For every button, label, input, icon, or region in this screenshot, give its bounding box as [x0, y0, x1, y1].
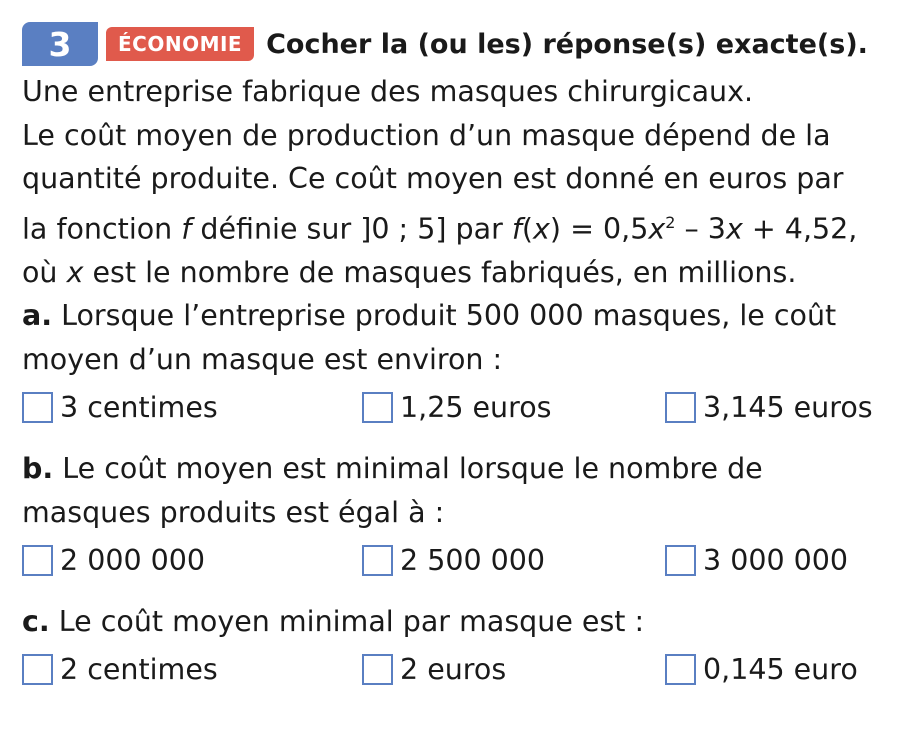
formula-text: ) = 0,5 [549, 212, 649, 245]
intro-line-2: Le coût moyen de production d’un masque dépend de la [22, 118, 831, 152]
exercise-header [22, 20, 892, 68]
choice-label: 2 000 000 [60, 543, 206, 577]
exercise [22, 20, 892, 696]
choice-label: 3 centimes [60, 390, 218, 424]
intro-line-5 [22, 251, 892, 295]
choice-label: 3,145 euros [703, 390, 873, 424]
question-a-line-1 [22, 294, 892, 338]
intro-line-1: Une entreprise fabrique des masques chirurgicaux. [22, 75, 754, 108]
formula-text: – 3 [675, 212, 726, 245]
question-text: Lorsque l’entreprise produit 500 000 masques, le coût [52, 299, 837, 332]
function-name: f [511, 212, 522, 245]
formula-text: ( [521, 212, 534, 245]
choice-label: 2 500 000 [400, 543, 546, 577]
question-b-line-2: masques produits est égal à : [22, 495, 445, 529]
question-a-line-2: moyen d’un masque est environ : [22, 342, 503, 376]
intro-text: définie sur ]0 ; 5] par [191, 212, 512, 245]
question-letter: b. [22, 452, 54, 485]
checkbox[interactable] [22, 654, 53, 685]
checkbox[interactable] [665, 654, 696, 685]
checkbox[interactable] [665, 545, 696, 576]
intro-line-3: quantité produite. Ce coût moyen est donné en euros par [22, 162, 844, 195]
question-letter: a. [22, 299, 53, 332]
checkbox[interactable] [22, 392, 53, 423]
intro-line-4 [22, 201, 892, 251]
question-letter: c. [22, 605, 50, 638]
question-b-line-1 [22, 447, 892, 491]
choice-c-1[interactable] [22, 648, 218, 692]
intro-text: la fonction [22, 212, 182, 245]
choice-b-3[interactable] [665, 538, 848, 582]
checkbox[interactable] [362, 545, 393, 576]
checkbox[interactable] [362, 654, 393, 685]
exponent: 2 [665, 212, 676, 232]
choice-b-1[interactable] [22, 538, 205, 582]
variable-x: x [725, 212, 743, 245]
choice-label: 1,25 euros [400, 390, 552, 424]
choice-label: 0,145 euro [703, 653, 858, 686]
intro-text: où [22, 255, 67, 289]
checkbox[interactable] [362, 392, 393, 423]
variable-x: x [533, 212, 550, 245]
variable-x: x [66, 255, 84, 289]
question-a-choices [22, 385, 892, 433]
question-c-line-1 [22, 600, 892, 644]
exercise-number-badge: 3 [22, 22, 98, 66]
choice-a-1[interactable] [22, 385, 218, 429]
instruction-text: Cocher la (ou les) réponse(s) exacte(s). [266, 28, 868, 60]
choice-c-2[interactable] [362, 648, 506, 692]
choice-c-3[interactable] [665, 648, 858, 692]
formula-text: + 4,52, [742, 212, 858, 245]
checkbox[interactable] [22, 545, 53, 576]
choice-label: 3 000 000 [703, 543, 849, 577]
intro-text: est le nombre de masques fabriqués, en millions. [83, 255, 797, 289]
choice-a-2[interactable] [362, 385, 552, 429]
choice-label: 2 euros [400, 653, 507, 686]
question-text: Le coût moyen est minimal lorsque le nombre de [53, 452, 763, 485]
choice-b-2[interactable] [362, 538, 545, 582]
question-text: Le coût moyen minimal par masque est : [49, 605, 645, 638]
function-name: f [181, 212, 192, 245]
category-badge: ÉCONOMIE [106, 27, 254, 61]
question-b-choices [22, 538, 892, 586]
choice-label: 2 centimes [60, 653, 218, 686]
choice-a-3[interactable] [665, 385, 873, 429]
checkbox[interactable] [665, 392, 696, 423]
question-c-choices [22, 648, 892, 696]
variable-x: x [648, 212, 666, 245]
